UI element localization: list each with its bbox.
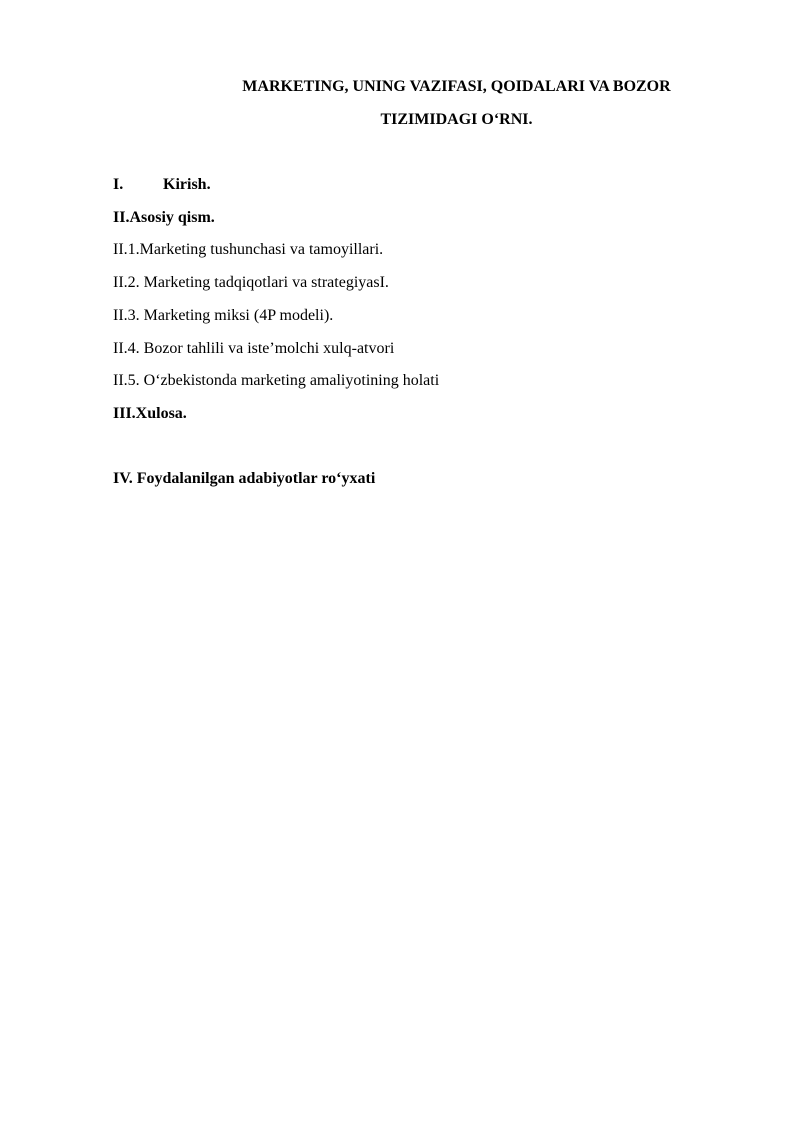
toc-item-intro-number: I. [113,176,124,193]
toc-item-section-2-1: II.1.Marketing tushunchasi va tamoyillari. [113,241,384,258]
page-title-line-1: MARKETING, UNING VAZIFASI, QOIDALARI VA BOZOR [242,78,671,95]
toc-item-section-2-5: II.5. O‘zbekistonda marketing amaliyotining holati [113,372,440,389]
page-title-line-2: TIZIMIDAGI O‘RNI. [380,111,533,128]
toc-item-references: IV. Foydalanilgan adabiyotlar ro‘yxati [113,470,376,487]
toc-item-intro-label: Kirish. [163,176,211,193]
toc-item-intro [113,175,211,195]
toc-item-main-part: II.Asosiy qism. [113,209,215,226]
toc-item-section-2-4: II.4. Bozor tahlili va iste’molchi xulq-atvori [113,340,395,357]
toc-item-conclusion: III.Xulosa. [113,405,187,422]
toc-item-section-2-3: II.3. Marketing miksi (4P modeli). [113,307,334,324]
toc-item-section-2-2: II.2. Marketing tadqiqotlari va strategiyasI. [113,274,389,291]
